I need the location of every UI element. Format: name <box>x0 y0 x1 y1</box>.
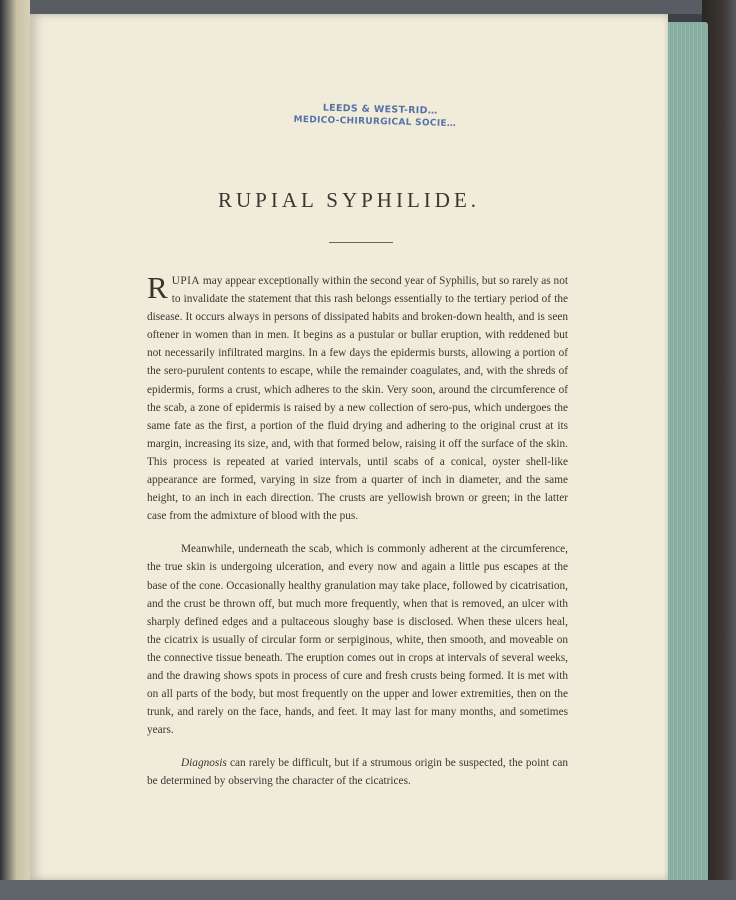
lead-word: UPIA <box>171 275 201 287</box>
drop-cap: R <box>147 270 168 305</box>
diagnosis-heading: Diagnosis <box>181 757 227 770</box>
book-left-edge <box>0 0 30 900</box>
page-title: RUPIAL SYPHILIDE. <box>217 188 481 212</box>
title-divider <box>329 242 393 243</box>
library-stamp <box>290 101 461 131</box>
paragraph-1 <box>147 272 568 525</box>
paragraph-3 <box>147 754 568 790</box>
paragraph-2: Meanwhile, underneath the scab, which is commonly adherent at the circumference, the true skin is undergoing ulceration, and every now and again a little pus escapes at the base of the cone. Occasionally healthy granulation may take place, followed by cicatrisation, and the crust be thrown off, but much more frequently, when that is removed, an ulcer with sharply defined edges and a pultaceous sloughy base is disclosed. When these ulcers heal, the cicatrix is usually of circular form or serpiginous, white, then smooth, and moveable on the connective tissue beneath. The eruption comes out in crops at intervals of several weeks, and the drawing shows spots in process of cure and fresh crusts being formed. It is met with on all parts of the body, but most frequently on the upper and lower extremities, then on the trunk, and rarely on the face, hands, and feet. It may last for many months, and sometimes years. <box>147 543 568 737</box>
page-edges <box>664 22 708 882</box>
stamp-line-2: MEDICO-CHIRURGICAL SOCIE… <box>293 114 457 130</box>
scan-background-bottom <box>0 880 736 900</box>
book-cover-top <box>0 0 736 14</box>
paragraph-1-text: may appear exceptionally within the second year of Syphilis, but so rarely as not to invalidate the statement that this rash belongs essentially to the tertiary period of the disease. It occurs always in persons of dissipated habits and broken-down health, and is seen oftener in women than in men. It begins as a pustular or bullar eruption, with reddened but not necessarily infiltrated margins. In a few days the epidermis bursts, allowing a portion of the sero-purulent contents to escape, while the remainder coagulates, and, with the shreds of epidermis, forms a crust, which adheres to the skin. Very soon, around the circumference of the scab, a zone of epidermis is raised by a new collection of sero-pus, which undergoes the same fate as the first, a portion of the fluid drying and adhering to the original crust at its margin, increasing its size, and, with that formed below, raising it off the surface of the skin. This process is repeated at varied intervals, until scabs of a conical, oyster shell-like appearance are formed, varying in size from a quarter of inch in diameter, and the same height, to an inch in each direction. The crusts are yellowish brown or green; in the latter case from the admixture of blood with the pus. <box>147 275 568 523</box>
article-body <box>147 272 568 791</box>
paragraph-3-text: can rarely be difficult, but if a strumous origin be suspected, the point can be determined by observing the character of the cicatrices. <box>147 757 568 788</box>
stamp-line-1: LEEDS & WEST-RID… <box>322 102 438 117</box>
